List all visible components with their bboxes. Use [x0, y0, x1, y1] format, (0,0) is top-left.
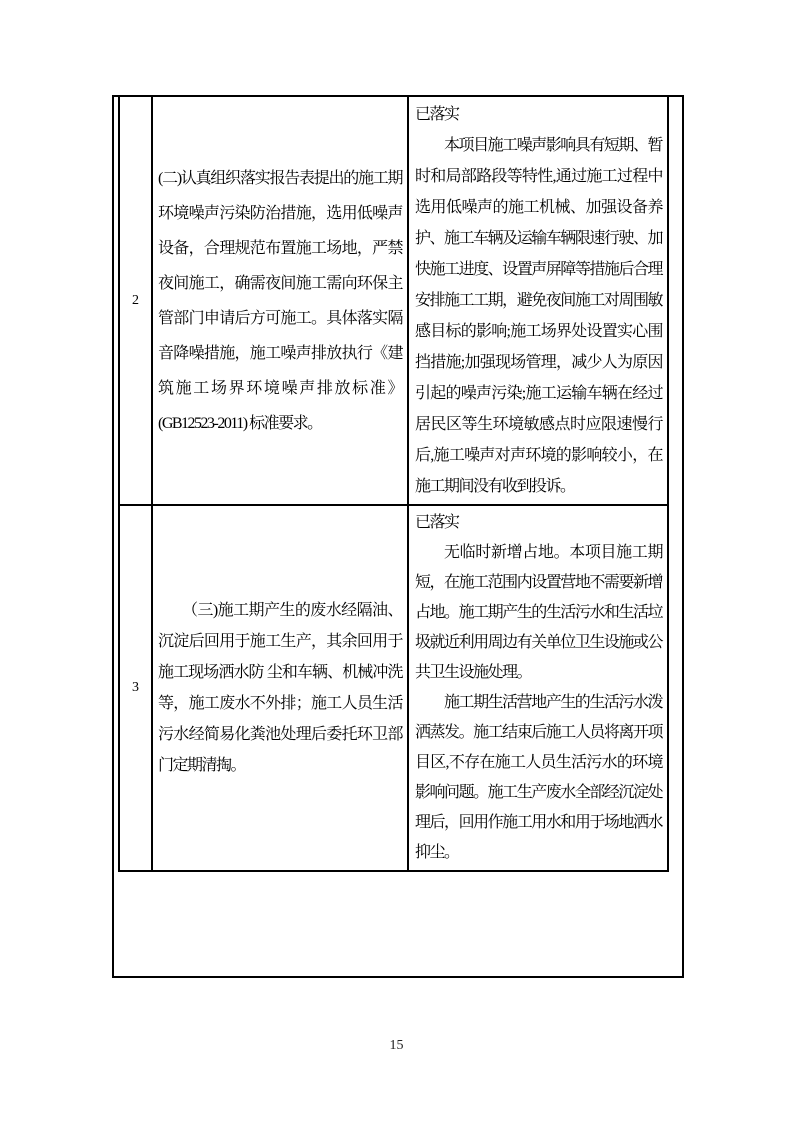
- table-row: [119, 96, 668, 505]
- measure-cell: [152, 505, 408, 871]
- status-detail-paragraph: 无临时新增占地。本项目施工期短，在施工范围内设置营地不需要新增占地。施工期产生的生活污水和生活垃圾就近利用周边有关单位卫生设施或公共卫生设施处理。: [415, 544, 662, 681]
- row-index: 2: [119, 96, 152, 505]
- status-label: 已落实: [415, 514, 459, 531]
- page-number: 15: [389, 1038, 404, 1053]
- measure-cell: [152, 96, 408, 505]
- status-detail-paragraph: 本项目施工噪声影响具有短期、暂时和局部路段等特性,通过施工过程中选用低噪声的施工机械、加强设备养护、施工车辆及运输车辆限速行驶、加快施工进度、设置声屏障等措施后合理安排施工工期，避免夜间施工对周围敏感目标的影响;施工场界处设置实心围挡措施;加强现场管理，减少人为原因引起的噪声污染;施工运输车辆在经过居民区等生环境敏感点时应限速慢行后,施工噪声对声环境的影响较小，在施工期间没有收到投诉。: [415, 137, 662, 495]
- status-cell: [408, 96, 668, 505]
- measures-implementation-table: [118, 95, 669, 872]
- measure-text: (二)认真组织落实报告表提出的施工期环境噪声污染防治措施，选用低噪声设备，合理规范布置施工场地，严禁夜间施工，确需夜间施工需向环保主管部门申请后方可施工。具体落实隔音降噪措施，施工噪声排放执行《建筑施工场界环境噪声排放标准》(GB12523-2011) 标准要求。: [158, 169, 402, 432]
- table-row: [119, 505, 668, 871]
- table-outer-frame: [112, 95, 684, 978]
- status-detail-paragraph: 施工期生活营地产生的生活污水泼洒蒸发。施工结束后施工人员将离开项目区,不存在施工人员生活污水的环境影响问题。施工生产废水全部经沉淀处理后，回用作施工用水和用于场地洒水抑尘。: [415, 694, 662, 861]
- row-index: 3: [119, 505, 152, 871]
- measure-text: （三)施工期产生的废水经隔油、沉淀后回用于施工生产，其余回用于施工现场洒水防 尘和车辆、机械冲洗等，施工废水不外排；施工人员生活污水经简易化粪池处理后委托环卫部门定期清掏。: [158, 602, 402, 774]
- status-label: 已落实: [415, 106, 459, 123]
- status-cell: [408, 505, 668, 871]
